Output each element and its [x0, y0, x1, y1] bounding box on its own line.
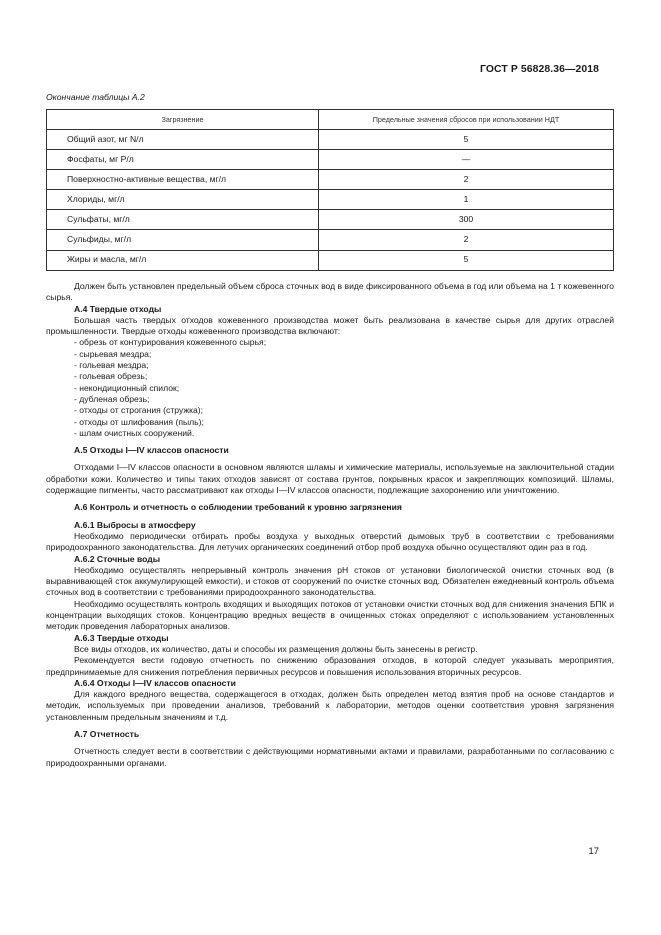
- paragraph: Необходимо осуществлять контроль входящих и выходящих потоков от установки очистки сточных вод для снижения значения БПК и концентрации выходящих стоков. Концентрацию вредных веществ в очищенных стоках определяют с использованием установленных методик проведения лабораторных анализов.: [46, 598, 614, 632]
- table-row: [47, 130, 614, 150]
- section-heading: А.7 Отчетность: [74, 728, 140, 739]
- subsection-heading: А.6.1 Выбросы в атмосферу: [74, 519, 196, 530]
- paragraph: Отчетность следует вести в соответствии с действующими нормативными актами и правилами, разработанными по согласованию с природоохранными органами.: [46, 746, 614, 768]
- paragraph: Отходами I—IV классов опасности в основном являются шламы и химические материалы, используемые на заключительной стадии обработки кожи. Количество и типы таких отходов зависят от состава грунтов, покрывных красок и закрепляющих композиций. Шламы, содержащие пигменты, часто рассматривают как отходы I—IV классов опасности, подлежащие захоронению или уничтожению.: [46, 462, 614, 496]
- subsection-heading: А.6.4 Отходы I—IV классов опасности: [74, 677, 236, 688]
- column-header-limit: Предельные значения сбросов при использовании НДТ: [319, 110, 614, 130]
- table-cell: Фосфаты, мг Р/л: [47, 150, 319, 170]
- table-cell: 300: [319, 210, 614, 230]
- subsection-heading: А.6.2 Сточные воды: [74, 553, 161, 564]
- paragraph: Большая часть твердых отходов кожевенного производства может быть реализована в качестве сырья для других отраслей промышленности. Твердые отходы кожевенного производства включают:: [46, 314, 614, 337]
- table-cell: Общий азот, мг N/л: [47, 130, 319, 150]
- document-header: ГОСТ Р 56828.36—2018: [480, 64, 599, 75]
- paragraph: Все виды отходов, их количество, даты и способы их размещения должны быть занесены в регистр.: [74, 643, 478, 654]
- paragraph: Необходимо осуществлять непрерывный контроль значения рН стоков от установки биологической очистки сточных вод (в выравнивающей сток аккумулирующей емкости), и стоков от сооружений по очистке сточных вод. Обязателен ежедневный контроль объема сточных вод в соответствии с требованиями природоохранного законодательства.: [46, 564, 614, 598]
- table-cell: 5: [319, 130, 614, 150]
- paragraph: Должен быть установлен предельный объем сброса сточных вод в виде фиксированного объема в год или объема на 1 т кожевенного сырья.: [46, 281, 614, 303]
- table-cell: Поверхностно-активные вещества, мг/л: [47, 170, 319, 190]
- table-cell: Сульфаты, мг/л: [47, 210, 319, 230]
- table-cell: 5: [319, 250, 614, 270]
- page-number: 17: [588, 846, 599, 857]
- list-item: - отходы от строгания (стружка);: [74, 405, 204, 416]
- list-item: - некондиционный спилок;: [74, 382, 180, 393]
- table-cell: 1: [319, 190, 614, 210]
- column-header-pollutant: Загрязнение: [47, 110, 319, 130]
- table-cell: 2: [319, 230, 614, 250]
- section-heading: А.6 Контроль и отчетность о соблюдении требований к уровню загрязнения: [74, 502, 402, 513]
- table-cell: 2: [319, 170, 614, 190]
- table-row: [47, 230, 614, 250]
- table-row: [47, 250, 614, 270]
- list-item: - гольевая мездра;: [74, 360, 149, 371]
- table-row: [47, 210, 614, 230]
- table-cell: Хлориды, мг/л: [47, 190, 319, 210]
- section-heading: А.5 Отходы I—IV классов опасности: [74, 445, 229, 456]
- paragraph: Рекомендуется вести годовую отчетность по снижению образования отходов, в которой следует указывать мероприятия, предпринимаемые для снижения потребления первичных ресурсов и повышения использования вторичных ресурсов.: [46, 655, 614, 677]
- table-caption: Окончание таблицы А.2: [46, 92, 145, 102]
- list-item: - сырьевая мездра;: [74, 348, 152, 359]
- section-heading: А.4 Твердые отходы: [74, 303, 162, 314]
- subsection-heading: А.6.3 Твердые отходы: [74, 632, 169, 643]
- table-cell: Сульфиды, мг/л: [47, 230, 319, 250]
- table-header-row: [47, 110, 614, 130]
- limits-table: [46, 109, 614, 271]
- table-row: [47, 150, 614, 170]
- document-body: [46, 281, 614, 769]
- list-item: - отходы от шлифования (пыль);: [74, 416, 204, 427]
- paragraph: Необходимо периодически отбирать пробы воздуха у выходных отверстий дымовых труб в соответствии с требованиями природоохранного законодательства. Для летучих органических соединений отбор проб воздуха обычно осуществляют один раз в год.: [46, 530, 614, 553]
- list-item: - шлам очистных сооружений.: [74, 427, 195, 438]
- table-cell: —: [319, 150, 614, 170]
- table-row: [47, 170, 614, 190]
- table-row: [47, 190, 614, 210]
- list-item: - обрезь от контурирования кожевенного сырья;: [74, 337, 267, 348]
- list-item: - дубленая обрезь;: [74, 393, 150, 404]
- paragraph: Для каждого вредного вещества, содержащегося в отходах, должен быть определен метод взятия проб на основе стандартов и методик, используемых при проведении анализов, требований к лаборатории, методов оценки соответствия уровня загрязнения установленным предельным значениям и т.д.: [46, 689, 614, 722]
- list-item: - гольевая обрезь;: [74, 371, 148, 382]
- table-cell: Жиры и масла, мг/л: [47, 250, 319, 270]
